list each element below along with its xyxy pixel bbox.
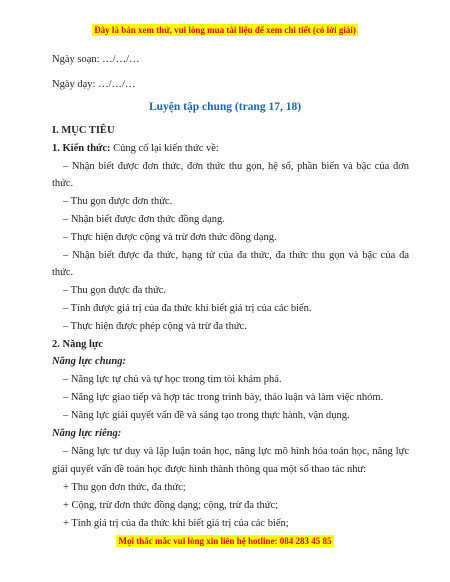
teaching-date: Ngày dạy: …/…/…	[52, 79, 136, 90]
ability-heading: 2. Năng lực	[52, 339, 103, 350]
specific-ability-heading: Năng lực riêng:	[52, 428, 122, 439]
knowledge-heading: 1. Kiến thức:	[52, 143, 111, 154]
general-ability-item: – Năng lực giải quyết vấn đề và sáng tạo trong thực hành, vận dụng.	[63, 410, 350, 421]
section-heading-objectives: I. MỤC TIÊU	[52, 125, 115, 136]
knowledge-item: thức.	[52, 178, 74, 189]
specific-ability-item: – Năng lực tư duy và lập luận toán học, năng lực mô hình hóa toán học, năng lực	[63, 446, 409, 457]
specific-ability-item: + Thu gọn đơn thức, đa thức;	[63, 482, 186, 493]
lesson-title: Luyện tập chung (trang 17, 18)	[148, 101, 302, 113]
specific-ability-item: + Cộng, trừ đơn thức đồng dạng; cộng, trừ đa thức;	[63, 500, 279, 511]
knowledge-item: thức.	[52, 267, 74, 278]
knowledge-item: – Tính được giá trị của đa thức khi biết giá trị của các biến.	[63, 303, 312, 314]
knowledge-item: – Thu gọn được đa thức.	[63, 285, 167, 296]
specific-ability-item: + Tính giá trị của đa thức khi biết giá trị của các biến;	[63, 518, 289, 529]
hotline-banner	[0, 536, 450, 546]
knowledge-intro: Củng cố lại kiến thức về:	[110, 143, 219, 154]
general-ability-heading: Năng lực chung:	[52, 356, 126, 367]
knowledge-item: – Thực hiện được cộng và trừ đơn thức đồng dạng.	[63, 232, 277, 243]
general-ability-item: – Năng lực tự chủ và tự học trong tìm tòi khám phá.	[63, 374, 282, 385]
knowledge-item: – Thu gọn được đơn thức.	[63, 196, 173, 207]
preparation-date: Ngày soạn: …/…/…	[52, 54, 140, 65]
specific-ability-item: giải quyết vấn đề toán học được hình thành thông qua một số thao tác như:	[52, 464, 367, 475]
knowledge-item: – Nhận biết được đa thức, hạng tử của đa thức, đa thức thu gọn và bậc của đa	[63, 250, 409, 261]
preview-banner-text: Đây là bản xem thử, vui lòng mua tài liệu để xem chi tiết (có lời giải)	[94, 25, 356, 35]
knowledge-item: – Nhận biết được đơn thức, đơn thức thu gọn, hệ số, phần biến và bậc của đơn	[63, 161, 409, 172]
general-ability-item: – Năng lực giao tiếp và hợp tác trong trình bày, thảo luận và làm việc nhóm.	[63, 392, 384, 403]
knowledge-line	[52, 142, 398, 156]
hotline-banner-text: Mọi thắc mắc vui lòng xin liên hệ hotline: 084 283 45 85	[118, 536, 332, 546]
knowledge-item: – Thực hiện được phép cộng và trừ đa thức.	[63, 321, 247, 332]
preview-banner	[0, 25, 450, 35]
knowledge-item: – Nhận biết được đơn thức đồng dạng.	[63, 214, 225, 225]
